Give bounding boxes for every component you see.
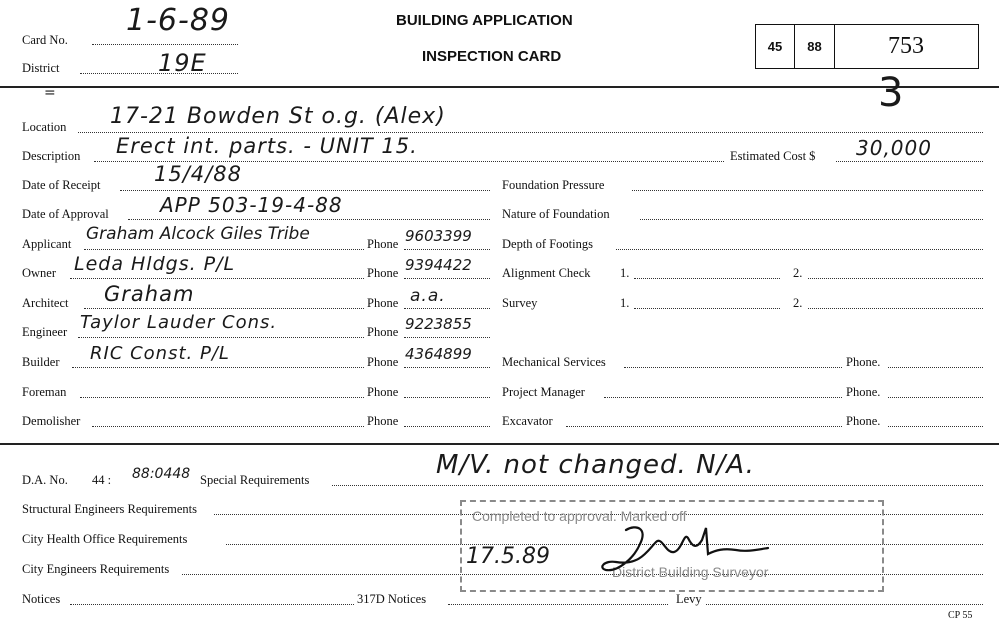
architect-phone-value: a.a. xyxy=(410,286,446,306)
project-manager-label: Project Manager xyxy=(502,385,585,399)
title-line1: BUILDING APPLICATION xyxy=(396,12,573,29)
depth-of-footings-label: Depth of Footings xyxy=(502,237,593,251)
estimated-cost-line xyxy=(836,161,983,162)
excavator-phone-label: Phone. xyxy=(846,414,881,428)
demolisher-phone-line xyxy=(404,426,490,427)
signature-stroke xyxy=(602,527,768,570)
big-number: 3 xyxy=(878,70,905,116)
demolisher-phone-label: Phone xyxy=(367,414,399,428)
engineer-label: Engineer xyxy=(22,325,68,339)
applicant-phone-label: Phone xyxy=(367,237,399,251)
nature-of-foundation-label: Nature of Foundation xyxy=(502,207,610,221)
date-of-receipt-line xyxy=(120,190,490,191)
levy-line xyxy=(706,604,983,605)
mechanical-services-label: Mechanical Services xyxy=(502,355,606,369)
engineer-phone-label: Phone xyxy=(367,325,399,339)
excavator-phone-line xyxy=(888,426,983,427)
notices-label: Notices xyxy=(22,592,61,606)
alignment-num-2: 2. xyxy=(793,266,803,280)
builder-phone-value: 4364899 xyxy=(405,345,472,363)
architect-phone-line xyxy=(404,308,490,309)
applicant-label: Applicant xyxy=(22,237,72,251)
box-cell-c: 753 xyxy=(834,25,977,68)
alignment-line-1 xyxy=(634,278,780,279)
architect-value: Graham xyxy=(104,282,195,306)
foreman-line xyxy=(80,397,364,398)
structural-label: Structural Engineers Requirements xyxy=(22,502,197,516)
stamp-line1: Completed to approval. Marked off xyxy=(472,508,687,524)
title-line2: INSPECTION CARD xyxy=(422,48,562,65)
alignment-check-label: Alignment Check xyxy=(502,266,591,280)
date-of-approval-label: Date of Approval xyxy=(22,207,109,221)
owner-line xyxy=(70,278,364,279)
survey-label: Survey xyxy=(502,296,538,310)
project-manager-phone-label: Phone. xyxy=(846,385,881,399)
owner-value: Leda Hldgs. P/L xyxy=(74,253,236,275)
applicant-value: Graham Alcock Giles Tribe xyxy=(86,224,310,244)
description-label: Description xyxy=(22,149,81,163)
section-divider xyxy=(0,443,999,445)
description-value: Erect int. parts. - UNIT 15. xyxy=(116,134,418,158)
engineer-phone-value: 9223855 xyxy=(405,315,472,333)
engineer-phone-line xyxy=(404,337,490,338)
owner-phone-line xyxy=(404,278,490,279)
notices-317d-line xyxy=(448,604,668,605)
builder-line xyxy=(72,367,364,368)
box-cell-b: 88 xyxy=(794,25,834,68)
box-cell-a: 45 xyxy=(767,39,783,54)
applicant-phone-line xyxy=(404,249,490,250)
mechanical-services-phone-line xyxy=(888,367,983,368)
engineer-value: Taylor Lauder Cons. xyxy=(80,312,278,333)
demolisher-line xyxy=(92,426,364,427)
estimated-cost-label: Estimated Cost $ xyxy=(730,149,816,163)
levy-label: Levy xyxy=(676,592,702,606)
mechanical-services-phone-label: Phone. xyxy=(846,355,881,369)
survey-num-1: 1. xyxy=(620,296,630,310)
city-engineers-label: City Engineers Requirements xyxy=(22,562,170,576)
signature xyxy=(596,520,776,584)
district-value: 19E xyxy=(158,49,207,77)
header-divider xyxy=(0,86,999,88)
applicant-phone-value: 9603399 xyxy=(405,227,472,245)
da-value: 88:0448 xyxy=(132,466,191,482)
date-of-approval-value: APP 503-19-4-88 xyxy=(160,193,343,217)
alignment-line-2 xyxy=(808,278,983,279)
owner-phone-label: Phone xyxy=(367,266,399,280)
builder-phone-line xyxy=(404,367,490,368)
foreman-label: Foreman xyxy=(22,385,67,399)
location-value: 17-21 Bowden St o.g. (Alex) xyxy=(110,104,446,129)
special-requirements-value: M/V. not changed. N/A. xyxy=(436,450,755,480)
foreman-phone-label: Phone xyxy=(367,385,399,399)
excavator-line xyxy=(566,426,842,427)
project-manager-line xyxy=(604,397,842,398)
survey-num-2: 2. xyxy=(793,296,803,310)
project-manager-phone-line xyxy=(888,397,983,398)
builder-value: RIC Const. P/L xyxy=(90,343,230,364)
architect-label: Architect xyxy=(22,296,69,310)
card-no-line xyxy=(92,44,238,45)
date-of-approval-line xyxy=(128,219,490,220)
stamp-line2: District Building Surveyor xyxy=(612,564,769,580)
card-no-label: Card No. xyxy=(22,33,68,47)
demolisher-label: Demolisher xyxy=(22,414,81,428)
district-label: District xyxy=(22,61,60,75)
form-code: CP 55 xyxy=(948,610,973,621)
foundation-pressure-line xyxy=(632,190,983,191)
date-of-receipt-value: 15/4/88 xyxy=(154,162,242,186)
health-label: City Health Office Requirements xyxy=(22,532,188,546)
engineer-line xyxy=(78,337,364,338)
dash-mark: = xyxy=(44,85,57,101)
nature-of-foundation-line xyxy=(640,219,983,220)
depth-of-footings-line xyxy=(616,249,983,250)
foreman-phone-line xyxy=(404,397,490,398)
special-requirements-line xyxy=(332,485,983,486)
da-prefix: 44 : xyxy=(92,473,112,487)
completion-date: 17.5.89 xyxy=(466,544,550,569)
owner-phone-value: 9394422 xyxy=(405,256,472,274)
survey-line-2 xyxy=(808,308,983,309)
owner-label: Owner xyxy=(22,266,57,280)
location-label: Location xyxy=(22,120,67,134)
builder-label: Builder xyxy=(22,355,60,369)
architect-phone-label: Phone xyxy=(367,296,399,310)
applicant-line xyxy=(84,249,364,250)
da-no-label: D.A. No. xyxy=(22,473,68,487)
mechanical-services-line xyxy=(624,367,842,368)
date-of-receipt-label: Date of Receipt xyxy=(22,178,101,192)
foundation-pressure-label: Foundation Pressure xyxy=(502,178,605,192)
special-requirements-label: Special Requirements xyxy=(200,473,310,487)
card-no-value: 1-6-89 xyxy=(126,3,230,38)
notices-317d-label: 317D Notices xyxy=(357,592,427,606)
notices-line xyxy=(70,604,354,605)
alignment-num-1: 1. xyxy=(620,266,630,280)
card-number-box xyxy=(755,24,979,69)
architect-line xyxy=(84,308,364,309)
excavator-label: Excavator xyxy=(502,414,553,428)
location-line xyxy=(78,132,983,133)
builder-phone-label: Phone xyxy=(367,355,399,369)
survey-line-1 xyxy=(634,308,780,309)
estimated-cost-value: 30,000 xyxy=(856,136,932,160)
